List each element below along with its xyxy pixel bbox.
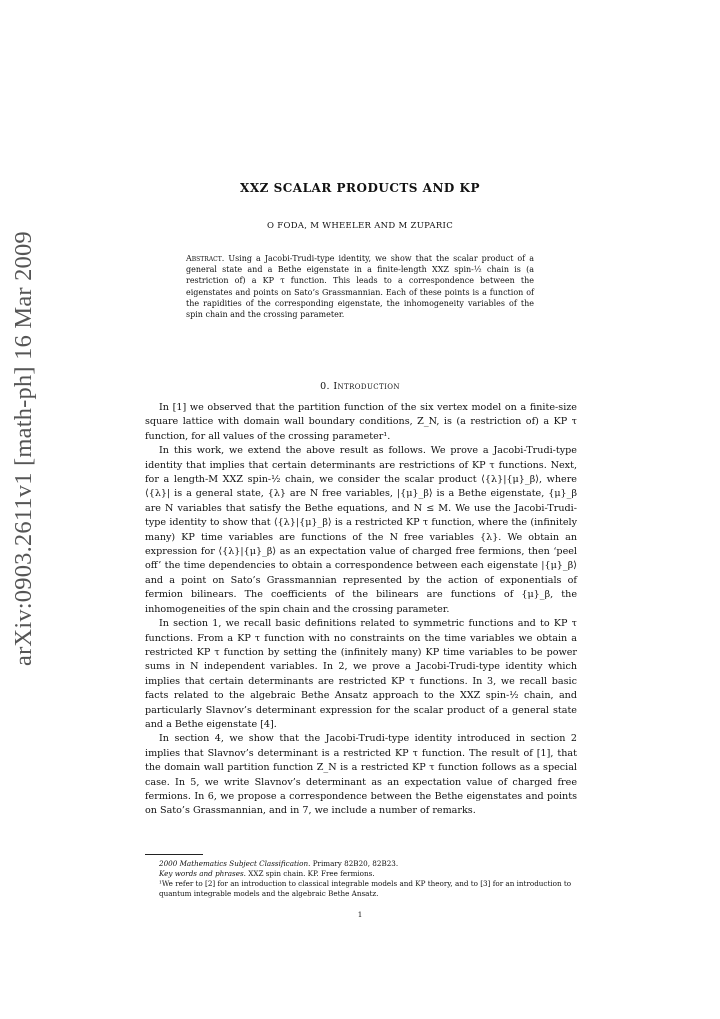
- section-heading-introduction: 0. Introduction: [320, 381, 400, 392]
- keywords-label: Key words and phrases.: [159, 869, 246, 878]
- paragraph: In [1] we observed that the partition function of the six vertex model on a finite-size square lattice with domain wall boundary conditions, Z_N, is (a restriction of) a KP τ function, for all values of the crossing parameter¹.: [145, 402, 577, 442]
- paragraph: In section 1, we recall basic definitions related to symmetric functions and to KP τ functions. From a KP τ function with no constraints on the time variables we obtain a restricted KP τ function by setting the (infinitely many) KP time variables to be power sums in N independent variables. In 2, we prove a Jacobi-Trudi-type identity which implies that certain determinants are restricted KP τ functions. In 3, we recall basic facts related to the algebraic Bethe Ansatz approach to the XXZ spin-½ chain, and particularly Slavnov’s determinant expression for the scalar product of a general state and a Bethe eigenstate [4].: [145, 618, 577, 730]
- footnotes: [145, 859, 577, 899]
- arxiv-identifier: arXiv:0903.2611v1 [math-ph] 16 Mar 2009: [10, 231, 37, 666]
- author-list: O FODA, M WHEELER AND M ZUPARIC: [266, 221, 453, 231]
- footnote-divider: [145, 854, 203, 855]
- paragraph: In section 4, we show that the Jacobi-Trudi-type identity introduced in section 2 implies that Slavnov’s determinant is a restricted KP τ function. The result of [1], that the domain wall partition function Z_N is a restricted KP τ function follows as a special case. In 5, we write Slavnov’s determinant as an expectation value of charged free fermions. In 6, we propose a correspondence between the Bethe eigenstates and points on Sato’s Grassmannian, and in 7, we include a number of remarks.: [145, 733, 577, 817]
- msc-value: Primary 82B20, 82B23.: [312, 859, 399, 868]
- footnote-1: ¹We refer to [2] for an introduction to classical integrable models and KP theory, and to [3] for an introduction to quantum integrable models and the algebraic Bethe Ansatz.: [159, 879, 572, 898]
- keywords-value: XXZ spin chain. KP. Free fermions.: [248, 869, 375, 878]
- paragraph: In this work, we extend the above result as follows. We prove a Jacobi-Trudi-type identity that implies that certain determinants are restrictions of KP τ functions. Next, for a length-M XXZ spin-½ chain, we consider the scalar product ⟨{λ}|{μ}_β⟩, where ⟨{λ}| is a general state, {λ} are N free variables, |{μ}_β⟩ is a Bethe eigenstate, {μ}_β are N variables that satisfy the Bethe equations, and N ≤ M. We use the Jacobi-Trudi-type identity to show that ⟨{λ}|{μ}_β⟩ is a restricted KP τ function, where the (infinitely many) KP time variables are functions of the N free variables {λ}. We obtain an expression for ⟨{λ}|{μ}_β⟩ as an expectation value of charged free fermions, then ‘peel off’ the time dependencies to obtain a correspondence between each eigenstate |{μ}_β⟩ and a point on Sato’s Grassmannian represented by the action of exponentials of fermion bilinears. The coefficients of the bilinears are functions of {μ}_β, the inhomogeneities of the spin chain and the crossing parameter.: [145, 445, 577, 615]
- keywords-footnote: [145, 869, 577, 879]
- msc-label: 2000 Mathematics Subject Classification.: [159, 859, 311, 868]
- introduction-body: [145, 401, 577, 819]
- abstract-label: Abstract.: [186, 254, 225, 263]
- msc-footnote: [145, 859, 577, 869]
- abstract: [186, 253, 534, 320]
- page-number: 1: [357, 910, 363, 919]
- abstract-text: Using a Jacobi-Trudi-type identity, we show that the scalar product of a general state and a Bethe eigenstate in a finite-length XXZ spin-½ chain is (a restriction of) a KP τ function. This leads to a correspondence between the eigenstates and points on Sato’s Grassmannian. Each of these points is a function of the rapidities of the corresponding eigenstate, the inhomogeneity variables of the spin chain and the crossing parameter.: [186, 254, 535, 320]
- paper-title: XXZ SCALAR PRODUCTS AND KP: [240, 181, 480, 195]
